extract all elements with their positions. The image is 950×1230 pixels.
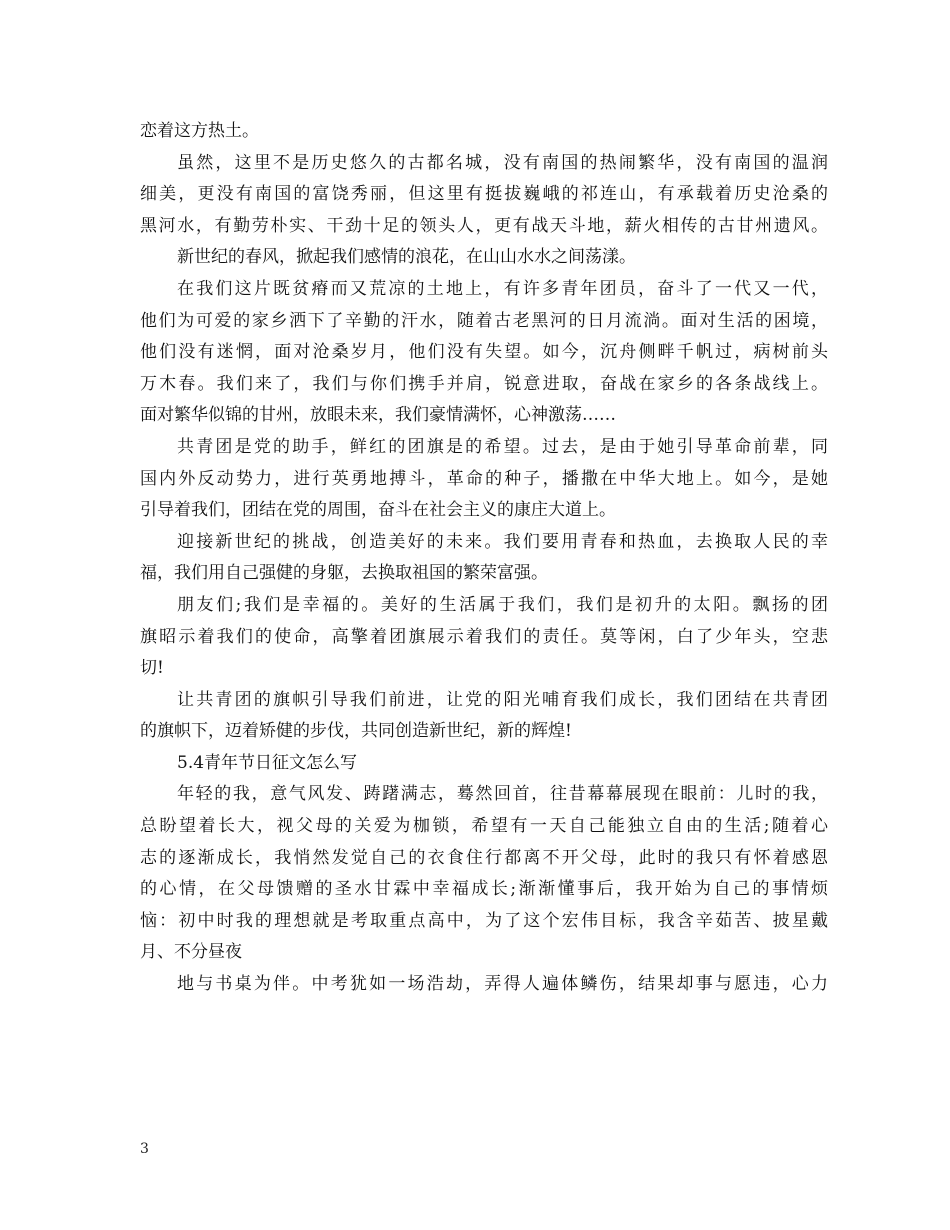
text-line: 恋着这方热土。 xyxy=(140,121,259,141)
text-line: 的旗帜下，迈着矫健的步伐，共同创造新世纪，新的辉煌! xyxy=(140,721,572,742)
text-line: 总盼望着长大，视父母的关爱为枷锁，希望有一天自己能独立自由的生活;随着心 xyxy=(140,816,828,837)
text-line: 的心情，在父母馈赠的圣水甘霖中幸福成长;渐渐懂事后，我开始为自己的事情烦 xyxy=(140,879,828,900)
text-line: 让共青团的旗帜引导我们前进，让党的阳光哺育我们成长，我们团结在共青团 xyxy=(177,689,828,710)
text-line: 黑河水，有勤劳朴实、干劲十足的领头人，更有战天斗地，薪火相传的古甘州遗风。 xyxy=(140,215,828,236)
text-line: 在我们这片既贫瘠而又荒凉的土地上，有许多青年团员，奋斗了一代又一代， xyxy=(177,278,828,299)
text-line: 他们为可爱的家乡洒下了辛勤的汗水，随着古老黑河的日月流淌。面对生活的困境， xyxy=(140,310,828,331)
text-line: 共青团是党的助手，鲜红的团旗是的希望。过去，是由于她引导革命前辈，同 xyxy=(177,436,828,457)
text-line: 朋友们;我们是幸福的。美好的生活属于我们，我们是初升的太阳。飘扬的团 xyxy=(177,594,828,615)
text-line: 恼：初中时我的理想就是考取重点高中，为了这个宏伟目标，我含辛茹苦、披星戴 xyxy=(140,910,828,931)
section-heading: 5.4青年节日征文怎么写 xyxy=(177,752,358,773)
text-line: 年轻的我，意气风发、踌躇满志，蓦然回首，往昔幕幕展现在眼前：儿时的我， xyxy=(177,784,828,805)
text-line: 虽然，这里不是历史悠久的古都名城，没有南国的热闹繁华，没有南国的温润 xyxy=(177,152,828,173)
document-body xyxy=(140,116,828,1001)
text-line: 切! xyxy=(140,658,164,679)
text-line: 万木春。我们来了，我们与你们携手并肩，锐意进取，奋战在家乡的各条战线上。 xyxy=(140,373,828,394)
text-line: 旗昭示着我们的使命，高擎着团旗展示着我们的责任。莫等闲，白了少年头，空悲 xyxy=(140,626,828,647)
text-line: 细美，更没有南国的富饶秀丽，但这里有挺拔巍峨的祁连山，有承载着历史沧桑的 xyxy=(140,184,828,205)
text-line: 面对繁华似锦的甘州，放眼未来，我们豪情满怀，心神激荡…… xyxy=(140,405,616,426)
text-line: 志的逐渐成长，我悄然发觉自己的衣食住行都离不开父母，此时的我只有怀着感恩 xyxy=(140,847,828,868)
text-line: 国内外反动势力，进行英勇地搏斗，革命的种子，播撒在中华大地上。如今，是她 xyxy=(140,468,828,489)
text-line: 他们没有迷惘，面对沧桑岁月，他们没有失望。如今，沉舟侧畔千帆过，病树前头 xyxy=(140,342,828,363)
page-number: 3 xyxy=(140,1141,149,1157)
text-line: 新世纪的春风，掀起我们感情的浪花，在山山水水之间荡漾。 xyxy=(177,247,636,268)
text-line: 福，我们用自己强健的身躯，去换取祖国的繁荣富强。 xyxy=(140,563,548,584)
text-line: 地与书桌为伴。中考犹如一场浩劫，弄得人遍体鳞伤，结果却事与愿违，心力 xyxy=(177,974,828,995)
text-line: 月、不分昼夜 xyxy=(140,942,242,963)
text-line: 引导着我们，团结在党的周围，奋斗在社会主义的康庄大道上。 xyxy=(140,500,616,521)
text-line: 迎接新世纪的挑战，创造美好的未来。我们要用青春和热血，去换取人民的幸 xyxy=(177,531,828,552)
